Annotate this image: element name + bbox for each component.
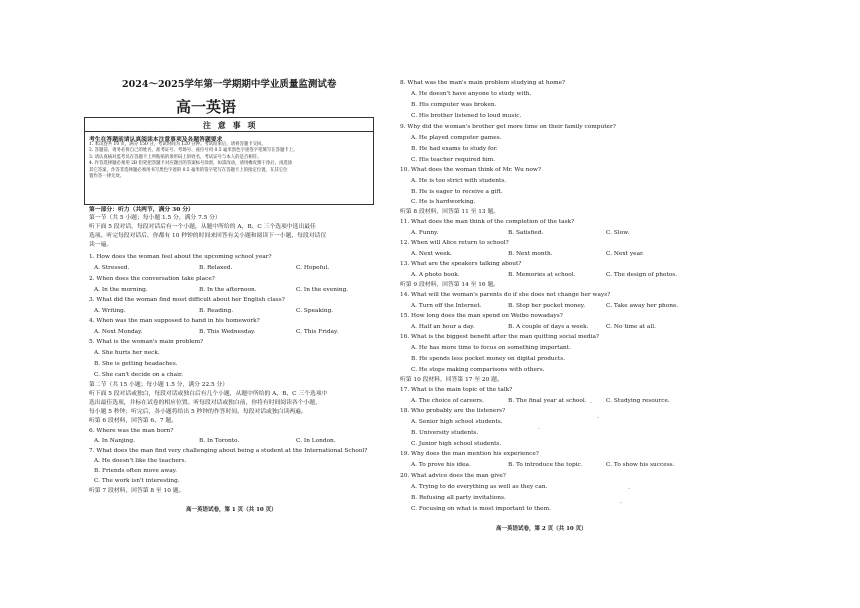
option: B. To introduce the topic.	[508, 462, 583, 468]
option: A. Next week.	[411, 251, 452, 257]
option: B. He is eager to receive a gift.	[411, 189, 503, 195]
page-footer: 高一英语试卷，第 2 页（共 10 页）	[496, 526, 587, 532]
material-heading: 听第 8 段材料，回答第 11 至 13 题。	[400, 209, 500, 215]
option: B. Reading.	[199, 308, 234, 314]
scan-speck: ·	[620, 500, 622, 507]
option: A. In the morning.	[94, 287, 148, 293]
option: B. She is getting headaches.	[94, 361, 178, 367]
option: C. Junior high school students.	[411, 441, 502, 447]
subject-title: 高一英语	[176, 98, 237, 116]
instructions: 选项。听完每段对话后，你都有 10 秒钟的时间来回答有关小题和阅读下一小题，每段对话仅	[89, 233, 327, 239]
question: 11. What does the man think of the completion of the task?	[400, 219, 575, 225]
notice-divider	[85, 131, 373, 132]
option: C. The design of photos.	[606, 272, 678, 278]
option: C. To show his success.	[606, 462, 675, 468]
question: 18. Who probably are the listeners?	[400, 408, 506, 414]
question: 1. How does the woman feel about the upcoming school year?	[89, 254, 272, 260]
question: 17. What is the main topic of the talk?	[400, 387, 513, 393]
question: 16. What is the biggest benefit after the man quitting social media?	[400, 334, 600, 340]
exam-title: 2024～2025学年第一学期期中学业质量监测试卷	[122, 79, 337, 90]
option: C. His teacher required him.	[411, 157, 496, 163]
option: C. Studying resource.	[606, 398, 670, 404]
option: A. Senior high school students.	[411, 419, 503, 425]
material-heading: 听第 6 段材料，回答第 6、7 题。	[89, 418, 177, 424]
option: B. The final year at school.	[508, 398, 587, 404]
question: 3. What did the woman find most difficult about her English class?	[89, 297, 285, 303]
option: B. Refusing all party invitations.	[411, 495, 506, 501]
option: A. He doesn't have anyone to study with.	[411, 91, 532, 97]
option: C. Speaking.	[296, 308, 334, 314]
question: 2. When does the conversation take place?	[89, 276, 215, 282]
option: B. Stop her pocket money.	[508, 303, 586, 309]
option: A. Writing.	[94, 308, 126, 314]
option: A. He doesn't like the teachers.	[94, 458, 187, 464]
option: A. In Nanjing.	[94, 438, 135, 444]
question: 4. When was the man supposed to hand in his homework?	[89, 318, 260, 324]
question: 13. What are the speakers talking about?	[400, 261, 522, 267]
option: B. A couple of days a week.	[508, 324, 589, 330]
option: C. The work isn't interesting.	[94, 478, 180, 484]
option: C. This Friday.	[296, 329, 339, 335]
question: 6. Where was the man born?	[89, 428, 174, 434]
option: A. She hurts her neck.	[94, 350, 160, 356]
part-heading: 第一部分：听力（共两节，满分 30 分）	[89, 207, 194, 213]
notice-item: 4. 作答选择题必须用 2B 铅笔把答题卡对应题目的答案标号涂黑，如需改动，请用橡皮擦干净后，再选涂	[89, 161, 293, 167]
material-heading: 听第 7 段材料，回答第 8 至 10 题。	[89, 488, 185, 494]
notice-item: 3. 请认真核对监考员在答题卡上所粘贴的条形码上的姓名、考试证号与本人的是否相符。	[89, 154, 262, 160]
question: 20. What advice does the man give?	[400, 473, 506, 479]
option: A. Turn off the Internet.	[411, 303, 482, 309]
material-heading: 听第 9 段材料，回答第 14 至 16 题。	[400, 282, 500, 288]
exam-page-1	[0, 0, 400, 608]
section-heading: 第一节（共 5 小题；每小题 1.5 分，满分 7.5 分）	[89, 215, 221, 221]
option: A. Half an hour a day.	[411, 324, 475, 330]
notice-item: 1. 本试卷共 10 页，满分 150 分，考试时间为 120 分钟。考试结束后，请将答题卡交回。	[89, 142, 266, 147]
question: 12. When will Alice return to school?	[400, 240, 509, 246]
option: C. Hopeful.	[296, 265, 330, 271]
option: B. University students.	[411, 430, 479, 436]
question: 19. Why does the man mention his experience?	[400, 451, 539, 457]
notice-items	[89, 142, 298, 180]
scan-speck: ·	[628, 486, 630, 493]
page-footer: 高一英语试卷，第 1 页（共 10 页）	[186, 507, 277, 513]
question: 9. Why did the woman's brother get more time on their family computer?	[400, 124, 616, 130]
scan-speck: ·	[590, 400, 592, 407]
option: C. In London.	[296, 438, 336, 444]
option: C. In the evening.	[296, 287, 349, 293]
option: B. His computer was broken.	[411, 102, 497, 108]
instructions: 听下面 5 段对话或独白，每段对话或独白后有几个小题，从题中所给的 A、B、C 三个选项中	[89, 391, 328, 397]
instructions: 选出最佳选项，并标在试卷的相应位置。听每段对话或独白前，你将有时间阅读各个小题，	[89, 400, 321, 406]
option: C. She can't decide on a chair.	[94, 372, 183, 378]
option: A. Next Monday.	[94, 329, 143, 335]
notice-item: 其它答案，作答非选择题必须用书写黑色字迹的 0.5 毫米的签字笔写在答题卡上的指定位置，在其它位	[89, 167, 288, 173]
instructions: 听下面 5 段对话，每段对话后有一个小题，从题中所给的 A、B、C 三个选项中选出最佳	[89, 224, 316, 230]
option: B. He had exams to study for.	[411, 146, 498, 152]
notice-item: 置作答一律无效。	[89, 174, 125, 180]
notice-box	[84, 117, 374, 205]
option: A. Stressed.	[94, 265, 130, 271]
option: A. He played computer games.	[411, 135, 502, 141]
notice-heading: 考生在答题前请认真阅读本注意事项及各题答题要求	[89, 137, 223, 143]
option: C. No time at all.	[606, 324, 656, 330]
option: C. Slow.	[606, 230, 630, 236]
notice-title: 注 意 事 项	[203, 121, 258, 130]
option: C. Next year.	[606, 251, 644, 257]
option: C. His brother listened to loud music.	[411, 113, 522, 119]
option: B. Next month.	[508, 251, 553, 257]
option: B. Relaxed.	[199, 265, 233, 271]
option: B. This Wednesday.	[199, 329, 256, 335]
option: A. He has more time to focus on something important.	[411, 345, 571, 351]
scan-speck: ·	[538, 426, 540, 433]
notice-item: 2. 答题前，请务必将自己的姓名、准考证号、考场号、座位号用 0.5 毫米黑色字迹签字笔填写在答题卡上。	[89, 148, 298, 154]
option: C. Take away her phone.	[606, 303, 679, 309]
question: 15. How long does the man spend on Weibo nowadays?	[400, 313, 563, 319]
question: 10. What does the woman think of Mr. Wu now?	[400, 167, 541, 173]
option: C. Focusing on what is most important to them.	[411, 506, 551, 512]
option: A. To prove his idea.	[411, 462, 471, 468]
option: B. In the afternoon.	[199, 287, 257, 293]
option: A. A photo book.	[411, 272, 460, 278]
option: A. Trying to do everything as well as they can.	[411, 484, 548, 490]
material-heading: 听第 10 段材料，回答第 17 至 20 题。	[400, 377, 503, 383]
option: A. He is too strict with students.	[411, 178, 507, 184]
option: A. Funny.	[411, 230, 439, 236]
section-heading: 第二节（共 15 小题；每小题 1.5 分，满分 22.5 分）	[89, 382, 229, 388]
instructions: 读一遍。	[89, 242, 113, 248]
question: 8. What was the man's main problem studying at home?	[400, 80, 566, 86]
option: B. Memories at school.	[508, 272, 576, 278]
scan-speck: ·	[597, 415, 599, 422]
instructions: 每小题 5 秒钟；听完后，各小题将给出 5 秒钟的作答时间。每段对话或独白读两遍。	[89, 409, 307, 415]
option: C. He stops making comparisons with others.	[411, 367, 545, 373]
option: B. Satisfied.	[508, 230, 544, 236]
exam-page-2	[400, 0, 860, 608]
option: C. He is hardworking.	[411, 199, 476, 205]
option: B. In Toronto.	[199, 438, 240, 444]
option: B. Friends often move away.	[94, 468, 178, 474]
question: 5. What is the woman's main problem?	[89, 339, 204, 345]
question: 7. What does the man find very challenging about being a student at the International School?	[89, 448, 368, 454]
option: B. He spends less pocket money on digital products.	[411, 356, 566, 362]
question: 14. What will the woman's parents do if she does not change her ways?	[400, 292, 611, 298]
option: A. The choice of careers.	[411, 398, 484, 404]
